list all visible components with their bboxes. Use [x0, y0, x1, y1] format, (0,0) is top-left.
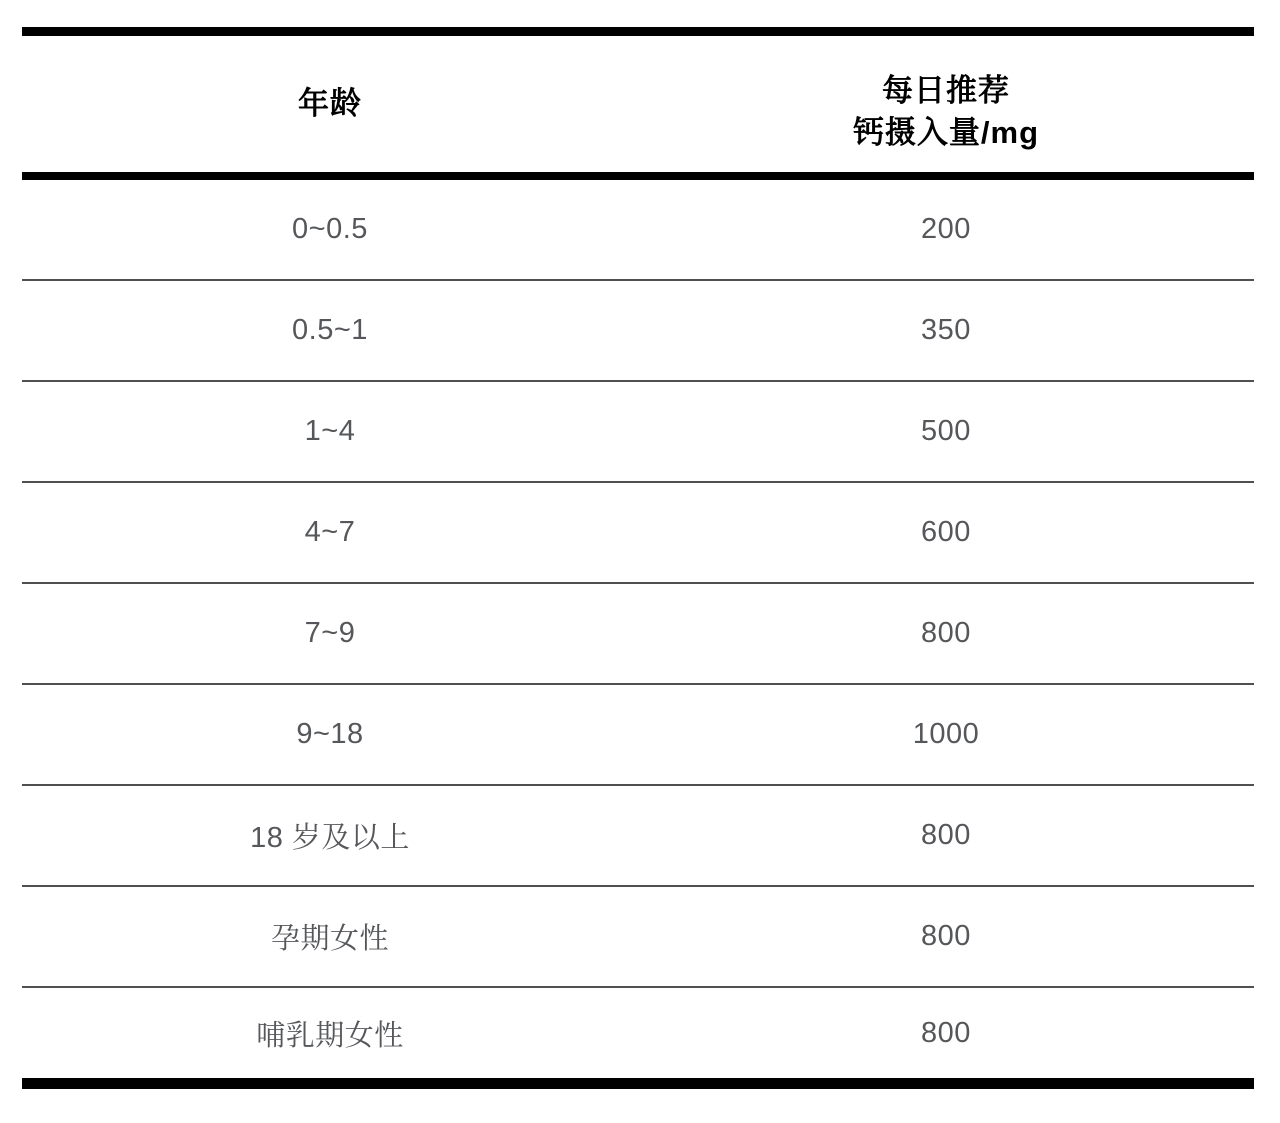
intake-cell: 800 — [921, 819, 971, 851]
table-header-row — [22, 36, 1254, 172]
table-row — [22, 180, 1254, 281]
calcium-intake-table — [22, 27, 1254, 1089]
header-age-label: 年龄 — [298, 86, 362, 121]
table-row — [22, 281, 1254, 382]
header-intake-label-line2: 钙摄入量/mg — [852, 115, 1040, 150]
age-cell: 9~18 — [296, 718, 364, 750]
age-cell: 0~0.5 — [292, 213, 368, 245]
age-cell: 18 岁及以上 — [250, 822, 410, 854]
intake-cell: 350 — [921, 314, 971, 346]
intake-cell: 800 — [921, 1016, 971, 1049]
age-cell: 4~7 — [304, 516, 356, 548]
intake-cell: 200 — [921, 213, 971, 245]
header-intake-label-line1: 每日推荐 — [882, 73, 1010, 108]
header-cell-age — [22, 83, 638, 125]
intake-cell: 800 — [921, 920, 971, 952]
age-cell: 哺乳期女性 — [256, 1019, 404, 1052]
age-cell: 0.5~1 — [292, 314, 368, 346]
intake-cell: 600 — [921, 516, 971, 548]
table-row — [22, 584, 1254, 685]
intake-cell: 800 — [921, 617, 971, 649]
intake-cell: 1000 — [912, 718, 980, 750]
header-separator-rule — [22, 172, 1254, 180]
age-cell: 7~9 — [304, 617, 356, 649]
intake-cell: 500 — [921, 415, 971, 447]
table-row — [22, 685, 1254, 786]
table-row — [22, 786, 1254, 887]
table-bottom-rule — [22, 1078, 1254, 1089]
header-cell-intake — [638, 62, 1254, 150]
table-row — [22, 887, 1254, 988]
table-body — [22, 180, 1254, 1078]
table-top-rule — [22, 27, 1254, 36]
header-intake-label — [638, 70, 1254, 154]
table-row — [22, 988, 1254, 1078]
age-cell: 孕期女性 — [270, 923, 389, 955]
table-row — [22, 483, 1254, 584]
table-row — [22, 382, 1254, 483]
age-cell: 1~4 — [304, 415, 356, 447]
